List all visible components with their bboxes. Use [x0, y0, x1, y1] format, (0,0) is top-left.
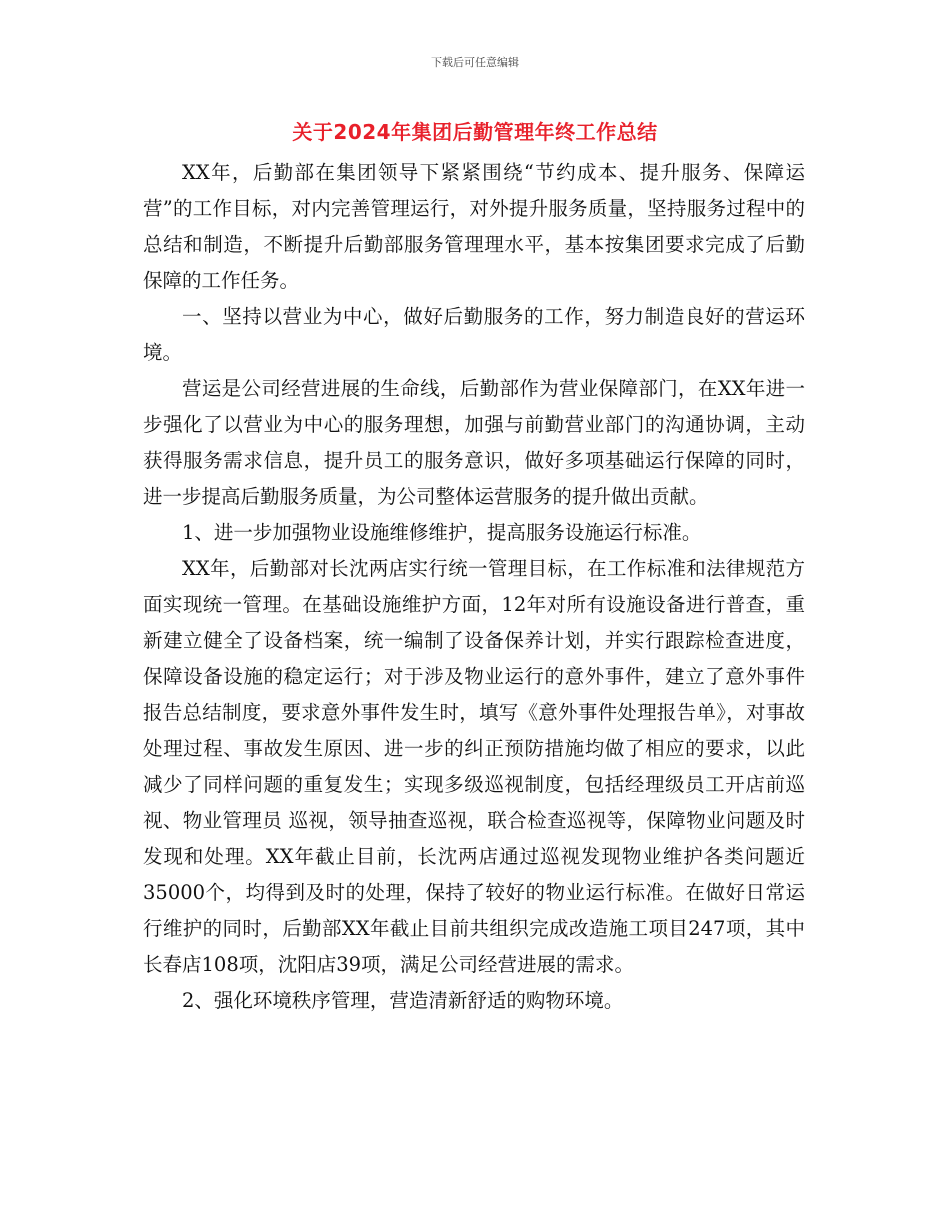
paragraph-operations: 营运是公司经营进展的生命线，后勤部作为营业保障部门，在XX年进一步强化了以营业为中心的服务理想，加强与前勤营业部门的沟通协调，主动获得服务需求信息，提升员工的服务意识，做好多项基础运行保障的同时，进一步提高后勤服务质量，为公司整体运营服务的提升做出贡献。: [143, 377, 805, 508]
subsection-heading-1: 1、进一步加强物业设施维修维护，提高服务设施运行标准。: [182, 521, 702, 544]
header-note: 下载后可任意编辑: [431, 56, 519, 69]
subsection-heading-2: 2、强化环境秩序管理，营造清新舒适的购物环境。: [182, 989, 624, 1012]
document-title: 关于2024年集团后勤管理年终工作总结: [292, 120, 658, 144]
paragraph-intro: XX年，后勤部在集团领导下紧紧围绕“节约成本、提升服务、保障运营”的工作目标，对内完善管理运行，对外提升服务质量，坚持服务过程中的总结和制造，不断提升后勤部服务管理理水平，基本按集团要求完成了后勤保障的工作任务。: [143, 161, 805, 292]
paragraph-maintenance: XX年，后勤部对长沈两店实行统一管理目标，在工作标准和法律规范方面实现统一管理。在基础设施维护方面，12年对所有设施设备进行普查，重新建立健全了设备档案，统一编制了设备保养计划，并实行跟踪检查进度，保障设备设施的稳定运行；对于涉及物业运行的意外事件，建立了意外事件报告总结制度，要求意外事件发生时，填写《意外事件处理报告单》，对事故处理过程、事故发生原因、进一步的纠正预防措施均做了相应的要求，以此减少了同样问题的重复发生；实现多级巡视制度，包括经理级员工开店前巡视、物业管理员 巡视，领导抽查巡视，联合检查巡视等，保障物业问题及时发现和处理。XX年截止目前，长沈两店通过巡视发现物业维护各类问题近35000个，均得到及时的处理，保持了较好的物业运行标准。在做好日常运行维护的同时，后勤部XX年截止目前共组织完成改造施工项目247项，其中长春店108项，沈阳店39项，满足公司经营进展的需求。: [143, 557, 805, 976]
document-body: [143, 155, 805, 1019]
section-heading-1: 一、坚持以营业为中心，做好后勤服务的工作，努力制造良好的营运环境。: [143, 305, 805, 364]
